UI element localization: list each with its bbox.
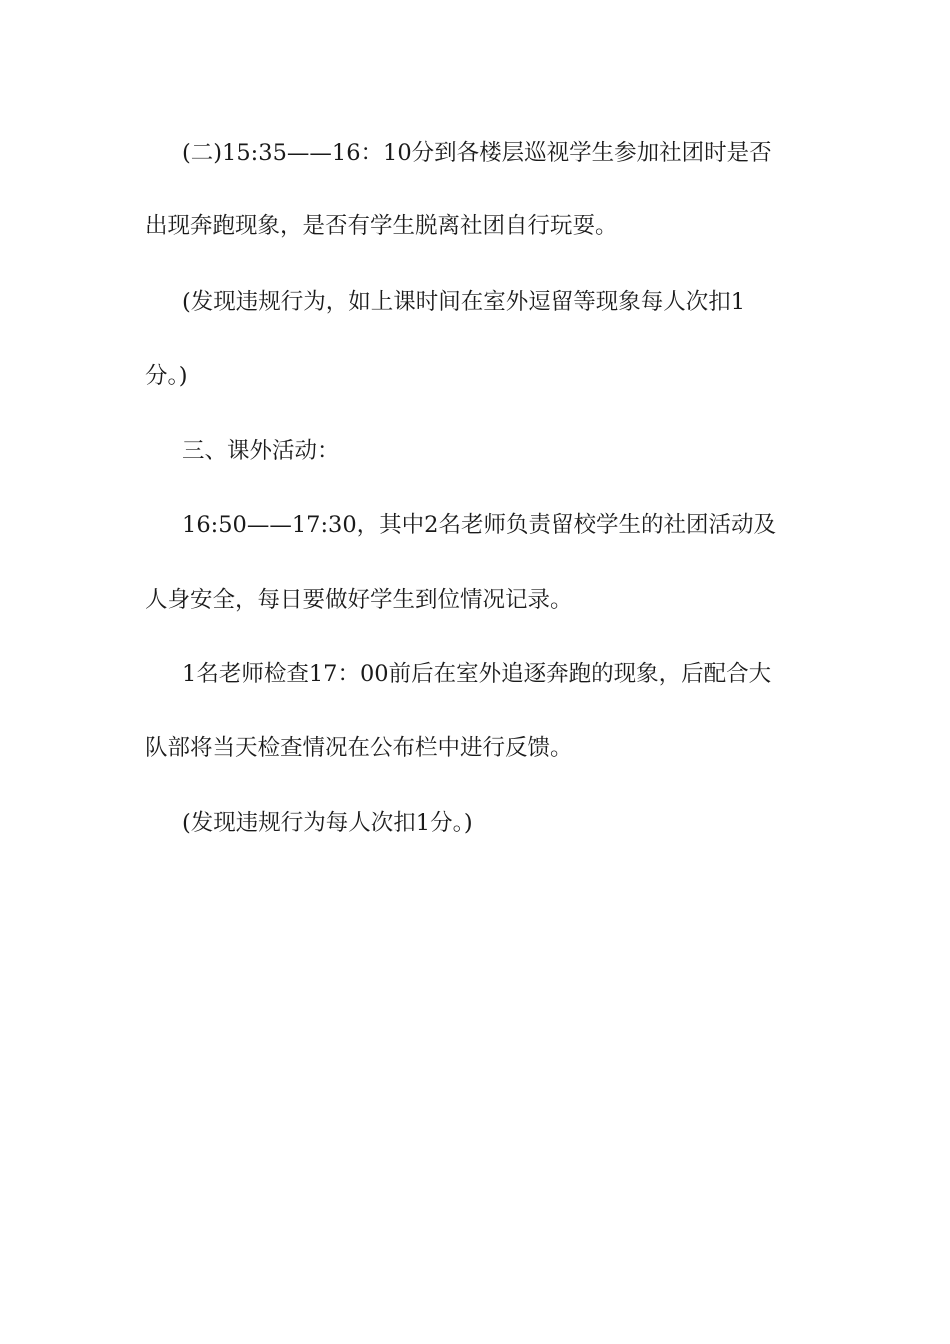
section-heading: 三、课外活动： [182, 438, 340, 464]
paragraph-4-line-2: 人身安全，每日要做好学生到位情况记录。 [145, 587, 573, 613]
paragraph-2-line-2: 分。) [145, 363, 188, 389]
paragraph-6-line-1: (发现违规行为每人次扣1分。) [182, 810, 473, 836]
paragraph-2-line-1: (发现违规行为，如上课时间在室外逗留等现象每人次扣1 [182, 289, 746, 315]
paragraph-1-line-2: 出现奔跑现象，是否有学生脱离社团自行玩耍。 [145, 213, 618, 239]
paragraph-5-line-1: 1名老师检查17：00前后在室外追逐奔跑的现象，后配合大 [182, 661, 772, 687]
paragraph-4-line-1: 16:50——17:30，其中2名老师负责留校学生的社团活动及 [182, 512, 776, 538]
paragraph-5-line-2: 队部将当天检查情况在公布栏中进行反馈。 [145, 735, 573, 761]
paragraph-1-line-1: (二)15:35——16：10分到各楼层巡视学生参加社团时是否 [182, 140, 772, 166]
